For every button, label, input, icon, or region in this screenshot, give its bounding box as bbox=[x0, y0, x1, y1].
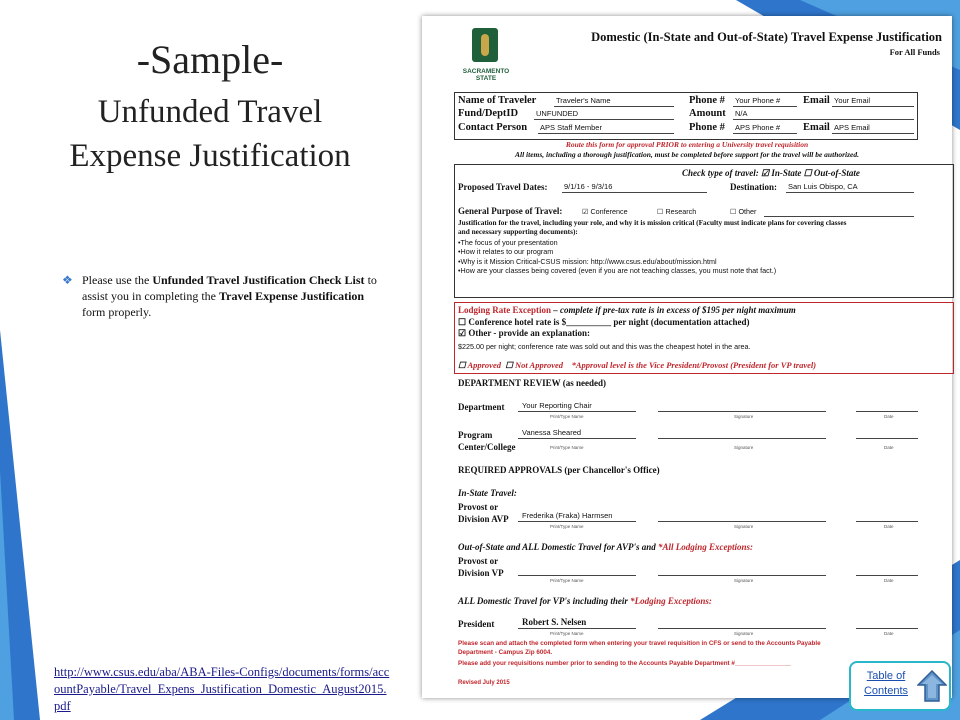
outstate-travel-red: *All Lodging Exceptions: bbox=[658, 542, 754, 552]
just-item-4: •How are your classes being covered (even if you are not teaching classes, you must note that fact.) bbox=[458, 266, 777, 275]
contact-field: APS Staff Member bbox=[538, 123, 674, 134]
scan-note-3: Please add your requisitions number prior to sending to the Accounts Payable Department #________________ bbox=[458, 660, 791, 667]
provost2-print-caption: Print/Type Name bbox=[550, 578, 584, 583]
phone2-label: Phone # bbox=[689, 122, 725, 133]
purpose-conference bbox=[582, 207, 628, 216]
approved-label: Approved bbox=[467, 360, 501, 370]
just-item-3-text: Why is it Mission Critical-CSUS mission: http://www.csus.edu/about/mission.html bbox=[460, 257, 717, 266]
provost2-print-line bbox=[518, 564, 636, 576]
provost1-print-caption: Print/Type Name bbox=[550, 524, 584, 529]
toc-label-line-2: Contents bbox=[863, 685, 909, 697]
dates-label: Proposed Travel Dates: bbox=[458, 182, 548, 192]
contact-label: Contact Person bbox=[458, 122, 528, 133]
lodging-other-text: Other - provide an explanation: bbox=[468, 328, 591, 338]
instruction-bullet bbox=[62, 272, 380, 320]
department-value: Your Reporting Chair bbox=[522, 401, 592, 410]
not-approved-label: Not Approved bbox=[514, 360, 564, 370]
program-sign-caption: Signature bbox=[734, 445, 754, 450]
program-print-caption: Print/Type Name bbox=[550, 445, 584, 450]
instruction-part-2: to assist you in completing the bbox=[82, 273, 377, 303]
toc-label-line-1: Table of bbox=[866, 670, 906, 682]
provost1-line-1: Provost or bbox=[458, 502, 499, 512]
purpose-other bbox=[730, 207, 756, 216]
justification-line-2: and necessary supporting documents): bbox=[458, 227, 578, 236]
instruction-part-1: Please use the bbox=[82, 273, 153, 287]
research-checkbox[interactable]: ☐ bbox=[657, 207, 664, 216]
out-state-checkbox[interactable]: ☐ bbox=[803, 168, 812, 178]
vp-travel-red: *Lodging Exceptions: bbox=[630, 596, 712, 606]
program-value: Vanessa Sheared bbox=[522, 428, 582, 437]
research-label: Research bbox=[665, 207, 697, 216]
traveler-label: Name of Traveler bbox=[458, 95, 537, 106]
president-print-caption: Print/Type Name bbox=[550, 631, 584, 636]
toc-label bbox=[859, 669, 913, 699]
provost1-value: Frederika (Fraka) Harmsen bbox=[522, 511, 613, 520]
conference-label: Conference bbox=[590, 207, 628, 216]
just-item-4-text: How are your classes being covered (even if you are not teaching classes, you must note that fact.) bbox=[460, 266, 777, 275]
purpose-research bbox=[657, 207, 696, 216]
president-value: Robert S. Nelsen bbox=[522, 617, 587, 627]
instruction-bold-2: Travel Expense Justification bbox=[219, 289, 365, 303]
provost1-line-2: Division AVP bbox=[458, 514, 509, 524]
justification-line-1: Justification for the travel, including your role, and why it is mission critical (Faculty must indicate plans for covering classes bbox=[458, 218, 847, 227]
provost1-sign-line bbox=[658, 510, 826, 522]
outstate-travel-heading bbox=[458, 542, 753, 552]
purpose-other-line bbox=[764, 205, 914, 217]
just-item-1: •The focus of your presentation bbox=[458, 238, 558, 247]
program-label-2: Center/College bbox=[458, 442, 516, 452]
provost1-date-line bbox=[856, 510, 918, 522]
purpose-label: General Purpose of Travel: bbox=[458, 206, 563, 216]
email-label: Email bbox=[803, 95, 830, 106]
lodging-other-checkbox[interactable]: ☑ bbox=[458, 328, 467, 338]
department-date-caption: Date bbox=[884, 414, 894, 419]
logo-line-1: SACRAMENTO bbox=[462, 68, 510, 75]
check-type-text: Check type of travel: bbox=[682, 168, 759, 178]
instruction-part-3: form properly. bbox=[82, 305, 152, 319]
traveler-field: Traveler's Name bbox=[554, 96, 674, 107]
logo-line-2: STATE bbox=[475, 75, 497, 82]
in-state-label: In-State bbox=[771, 168, 802, 178]
approval-level-note: *Approval level is the Vice President/Provost (President for VP travel) bbox=[571, 360, 817, 370]
amount-field: N/A bbox=[733, 109, 914, 120]
president-label: President bbox=[458, 619, 495, 629]
other-label: Other bbox=[738, 207, 757, 216]
subtitle-line-1: Unfunded Travel bbox=[97, 94, 323, 130]
sacramento-state-logo bbox=[472, 28, 498, 62]
travel-form-document bbox=[422, 16, 952, 698]
program-date-line bbox=[856, 427, 918, 439]
route-note: Route this form for approval PRIOR to entering a University travel requisition bbox=[565, 140, 809, 149]
check-type-label bbox=[682, 168, 860, 179]
all-items-note: All items, including a thorough justification, must be completed before support for the travel will be authorized. bbox=[515, 150, 859, 159]
provost2-sign-caption: Signature bbox=[734, 578, 754, 583]
scan-note-2: Department - Campus Zip 6004. bbox=[458, 649, 553, 656]
conference-checkbox[interactable]: ☑ bbox=[582, 207, 589, 216]
vp-travel-text: ALL Domestic Travel for VP's including their bbox=[458, 596, 631, 606]
just-item-2-text: How it relates to our program bbox=[460, 247, 554, 256]
home-icon bbox=[917, 669, 947, 703]
fund-field: UNFUNDED bbox=[534, 109, 674, 120]
destination-field: San Luis Obispo, CA bbox=[786, 182, 914, 193]
provost2-line-1: Provost or bbox=[458, 556, 499, 566]
lodging-title bbox=[458, 305, 796, 315]
dates-field: 9/1/16 - 9/3/16 bbox=[562, 182, 707, 193]
department-print-caption: Print/Type Name bbox=[550, 414, 584, 419]
department-sign-line bbox=[658, 400, 826, 412]
not-approved-checkbox[interactable]: ☐ bbox=[505, 360, 513, 370]
provost2-date-caption: Date bbox=[884, 578, 894, 583]
phone-field: Your Phone # bbox=[733, 96, 797, 107]
lodging-conf-text: Conference hotel rate is $__________ per night (documentation attached) bbox=[468, 317, 750, 327]
phone-label: Phone # bbox=[689, 95, 725, 106]
amount-label: Amount bbox=[689, 108, 726, 119]
other-checkbox[interactable]: ☐ bbox=[730, 207, 737, 216]
department-date-line bbox=[856, 400, 918, 412]
president-date-line bbox=[856, 617, 918, 629]
department-label: Department bbox=[458, 402, 505, 412]
in-state-checkbox[interactable]: ☑ bbox=[760, 168, 770, 178]
lodging-explanation: $225.00 per night; conference rate was sold out and this was the cheapest hotel in the area. bbox=[458, 342, 751, 351]
president-date-caption: Date bbox=[884, 631, 894, 636]
lodging-other bbox=[458, 328, 590, 339]
program-sign-line bbox=[658, 427, 826, 439]
just-item-1-text: The focus of your presentation bbox=[460, 238, 558, 247]
diamond-bullet-icon: ❖ bbox=[62, 273, 73, 287]
lodging-title-rest: – complete if pre-tax rate is in excess of $195 per night maximum bbox=[551, 305, 796, 315]
provost2-sign-line bbox=[658, 564, 826, 576]
president-sign-line bbox=[658, 617, 826, 629]
provost1-date-caption: Date bbox=[884, 524, 894, 529]
lodging-conf bbox=[458, 317, 749, 328]
logo-text bbox=[456, 68, 516, 82]
provost1-label bbox=[458, 501, 509, 525]
instruction-text bbox=[62, 272, 380, 320]
provost2-line-2: Division VP bbox=[458, 568, 504, 578]
slide-subtitle bbox=[40, 90, 380, 178]
provost2-date-line bbox=[856, 564, 918, 576]
email2-label: Email bbox=[803, 122, 830, 133]
lodging-conf-checkbox[interactable]: ☐ bbox=[458, 317, 467, 327]
vp-travel-heading bbox=[458, 596, 712, 606]
out-state-label: Out-of-State bbox=[813, 168, 860, 178]
dept-review-heading: DEPARTMENT REVIEW (as needed) bbox=[458, 378, 606, 388]
program-label bbox=[458, 429, 515, 453]
instruction-bold-1: Unfunded Travel Justification Check List bbox=[152, 273, 365, 287]
president-sign-caption: Signature bbox=[734, 631, 754, 636]
destination-label: Destination: bbox=[730, 182, 777, 192]
email2-field: APS Email bbox=[832, 123, 914, 134]
provost2-label bbox=[458, 555, 504, 579]
scan-note-1: Please scan and attach the completed form when entering your travel requisition in CFS or send to the Accounts Payable bbox=[458, 640, 821, 647]
form-source-link[interactable]: http://www.csus.edu/aba/ABA-Files-Configs/documents/forms/accountPayable/Travel_Expens_Justification_Domestic_August2015.pdf bbox=[54, 665, 390, 713]
approval-row bbox=[458, 360, 816, 371]
phone2-field: APS Phone # bbox=[733, 123, 797, 134]
form-title: Domestic (In-State and Out-of-State) Travel Expense Justification bbox=[591, 30, 942, 44]
approved-checkbox[interactable]: ☐ bbox=[458, 360, 466, 370]
table-of-contents-button[interactable] bbox=[849, 661, 951, 711]
required-approvals-heading: REQUIRED APPROVALS (per Chancellor's Office) bbox=[458, 465, 660, 475]
revised-date: Revised July 2015 bbox=[458, 680, 510, 686]
program-date-caption: Date bbox=[884, 445, 894, 450]
subtitle-line-2: Expense Justification bbox=[69, 138, 351, 174]
department-sign-caption: Signature bbox=[734, 414, 754, 419]
program-label-1: Program bbox=[458, 430, 493, 440]
form-subtitle: For All Funds bbox=[889, 47, 940, 57]
fund-label: Fund/DeptID bbox=[458, 108, 519, 119]
slide-title: -Sample- bbox=[136, 37, 284, 82]
outstate-travel-text: Out-of-State and ALL Domestic Travel for AVP's and bbox=[458, 542, 658, 552]
just-item-2: •How it relates to our program bbox=[458, 247, 554, 256]
email-field: Your Email bbox=[832, 96, 914, 107]
lodging-title-red: Lodging Rate Exception bbox=[458, 305, 552, 315]
just-item-3: •Why is it Mission Critical-CSUS mission: http://www.csus.edu/about/mission.html bbox=[458, 257, 717, 266]
instate-travel-heading: In-State Travel: bbox=[458, 488, 517, 498]
provost1-sign-caption: Signature bbox=[734, 524, 754, 529]
